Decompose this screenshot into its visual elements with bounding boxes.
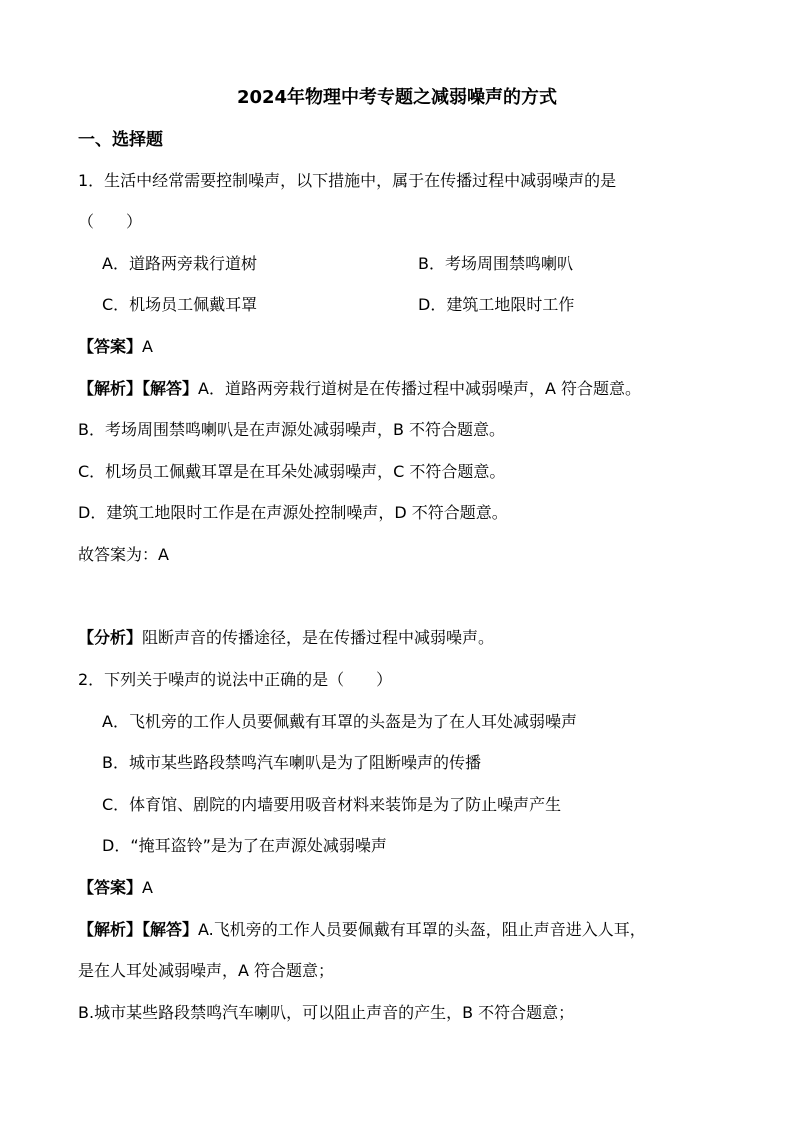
question-2-option-b: B．城市某些路段禁鸣汽车喇叭是为了阻断噪声的传播 <box>102 753 481 772</box>
question-1-paren: （ ） <box>78 212 143 231</box>
analysis-tag: 【解析】【解答】 <box>78 379 199 398</box>
fenxi-tag: 【分析】 <box>78 628 143 647</box>
analysis-line: A.飞机旁的工作人员要佩戴有耳罩的头盔，阻止声音进入人耳， <box>198 920 646 939</box>
analysis-tag: 【解析】【解答】 <box>78 920 199 939</box>
question-1-option-b: B．考场周围禁鸣喇叭 <box>418 254 573 273</box>
analysis-line: A．道路两旁栽行道树是在传播过程中减弱噪声，A 符合题意。 <box>198 379 641 398</box>
fenxi-text: 阻断声音的传播途径，是在传播过程中减弱噪声。 <box>142 628 495 647</box>
question-2-option-a: A．飞机旁的工作人员要佩戴有耳罩的头盔是为了在人耳处减弱噪声 <box>102 712 577 731</box>
page-title: 2024年物理中考专题之减弱噪声的方式 <box>236 87 558 108</box>
question-1-fenxi <box>78 628 494 648</box>
question-1-stem: 1．生活中经常需要控制噪声，以下措施中，属于在传播过程中减弱噪声的是 <box>78 171 617 190</box>
question-1-analysis-line-d: D．建筑工地限时工作是在声源处控制噪声，D 不符合题意。 <box>78 503 508 522</box>
question-1-answer <box>78 337 153 357</box>
question-2-analysis-line-2: 是在人耳处减弱噪声，A 符合题意； <box>78 961 335 980</box>
question-2-analysis-line-3: B.城市某些路段禁鸣汽车喇叭，可以阻止声音的产生，B 不符合题意； <box>78 1003 575 1022</box>
answer-value: A <box>142 337 153 356</box>
question-1-option-c: C．机场员工佩戴耳罩 <box>102 295 258 314</box>
question-1-analysis-first <box>78 379 641 399</box>
answer-tag: 【答案】 <box>78 337 143 356</box>
question-1-option-a: A．道路两旁栽行道树 <box>102 254 257 273</box>
question-1-analysis-line-c: C．机场员工佩戴耳罩是在耳朵处减弱噪声，C 不符合题意。 <box>78 462 506 481</box>
question-2-stem: 2．下列关于噪声的说法中正确的是（ ） <box>78 670 393 689</box>
question-2-option-c: C．体育馆、剧院的内墙要用吸音材料来装饰是为了防止噪声产生 <box>102 795 562 814</box>
answer-value: A <box>142 878 153 897</box>
question-1-option-d: D．建筑工地限时工作 <box>418 295 575 314</box>
question-2-answer <box>78 878 153 898</box>
question-2-option-d: D．“掩耳盗铃”是为了在声源处减弱噪声 <box>102 836 387 855</box>
section-heading: 一、选择题 <box>78 130 163 150</box>
answer-tag: 【答案】 <box>78 878 143 897</box>
question-1-analysis-line-b: B．考场周围禁鸣喇叭是在声源处减弱噪声，B 不符合题意。 <box>78 420 506 439</box>
question-1-conclusion: 故答案为：A <box>78 545 169 564</box>
question-2-analysis-first <box>78 920 646 940</box>
